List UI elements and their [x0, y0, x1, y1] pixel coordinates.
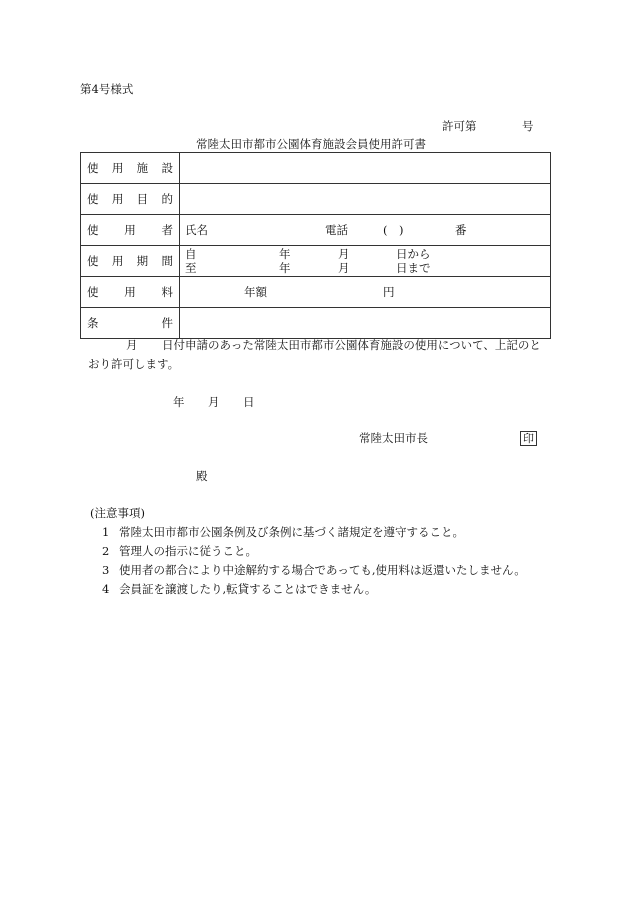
- label-char: 者: [161, 223, 173, 237]
- label-user: [81, 215, 180, 246]
- label-char: 用: [124, 223, 136, 237]
- date-month: 月: [208, 395, 220, 409]
- note-number: 1: [102, 525, 110, 539]
- user-field[interactable]: [180, 215, 551, 246]
- label-period: [81, 246, 180, 277]
- label-char: 的: [161, 192, 173, 206]
- note-text: 会員証を譲渡したり,転貸することはできません。: [119, 582, 377, 596]
- period-from-day: 日から: [396, 247, 431, 261]
- note-number: 3: [102, 563, 110, 577]
- label-char: 間: [161, 254, 173, 268]
- row-user: [81, 215, 551, 246]
- label-purpose: [81, 184, 180, 215]
- label-facility: [81, 153, 180, 184]
- period-from-prefix: 自: [185, 247, 197, 261]
- date-year: 年: [173, 395, 185, 409]
- body-line-2: おり許可します。: [88, 357, 180, 371]
- fee-field[interactable]: [180, 277, 551, 308]
- seal-mark: 印: [520, 431, 537, 446]
- date-day: 日: [243, 395, 255, 409]
- label-char: 目: [136, 192, 149, 206]
- label-fee: [81, 277, 180, 308]
- phone-suffix: 番: [455, 223, 467, 237]
- label-char: 料: [161, 285, 173, 299]
- row-purpose: [81, 184, 551, 215]
- note-text: 使用者の都合により中途解約する場合であっても,使用料は返還いたしません。: [119, 563, 526, 577]
- row-fee: [81, 277, 551, 308]
- label-char: 使: [87, 223, 99, 237]
- document-title: 常陸太田市都市公園体育施設会員使用許可書: [196, 137, 426, 151]
- conditions-field[interactable]: [180, 308, 551, 339]
- label-char: 用: [124, 285, 136, 299]
- row-period: [81, 246, 551, 277]
- body-line-1: 日付申請のあった常陸太田市都市公園体育施設の使用について、上記のと: [162, 338, 541, 352]
- label-char: 使: [87, 254, 99, 268]
- note-number: 2: [102, 544, 110, 558]
- yen-label: 円: [383, 285, 395, 299]
- permit-number-suffix: 号: [522, 119, 534, 133]
- period-field[interactable]: [180, 246, 551, 277]
- addressee-honorific: 殿: [196, 469, 208, 483]
- annual-label: 年額: [244, 285, 267, 299]
- label-char: 期: [136, 254, 149, 268]
- label-char: 用: [111, 161, 124, 175]
- body-month: 月: [126, 338, 138, 352]
- note-text: 常陸太田市都市公園条例及び条例に基づく諸規定を遵守すること。: [119, 525, 464, 539]
- notes-heading: (注意事項): [90, 506, 145, 520]
- label-char: 条: [87, 316, 99, 330]
- permit-form-table: [80, 152, 551, 339]
- period-to-month: 月: [338, 261, 350, 275]
- label-char: 使: [87, 192, 99, 206]
- phone-paren: ( ): [383, 223, 404, 237]
- phone-label: 電話: [325, 223, 348, 237]
- purpose-field[interactable]: [180, 184, 551, 215]
- period-from-year: 年: [279, 247, 291, 261]
- period-from-month: 月: [338, 247, 350, 261]
- form-number: 第4号様式: [80, 82, 134, 96]
- issuer: 常陸太田市長: [359, 431, 428, 445]
- label-char: 使: [87, 285, 99, 299]
- label-conditions: [81, 308, 180, 339]
- permit-number-prefix: 許可第: [442, 119, 477, 133]
- row-conditions: [81, 308, 551, 339]
- period-to-prefix: 至: [185, 261, 197, 275]
- row-facility: [81, 153, 551, 184]
- label-char: 設: [161, 161, 173, 175]
- label-char: 使: [87, 161, 99, 175]
- label-char: 件: [161, 316, 173, 330]
- note-number: 4: [102, 582, 110, 596]
- period-to-day: 日まで: [396, 261, 431, 275]
- label-char: 用: [111, 192, 124, 206]
- label-char: 用: [111, 254, 124, 268]
- facility-field[interactable]: [180, 153, 551, 184]
- period-to-year: 年: [279, 261, 291, 275]
- label-char: 施: [136, 161, 149, 175]
- name-label: 氏名: [185, 223, 208, 237]
- note-text: 管理人の指示に従うこと。: [119, 544, 257, 558]
